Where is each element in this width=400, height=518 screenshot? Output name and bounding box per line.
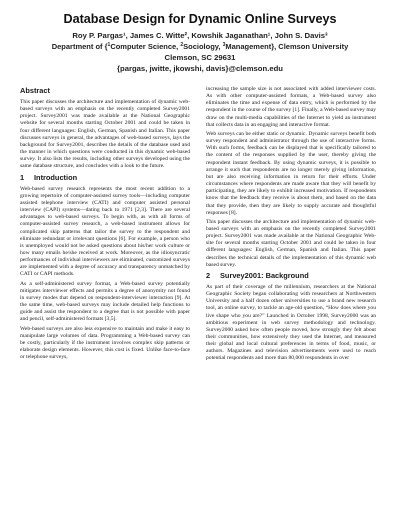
intro-paragraph-2: As a self-administered survey format, a Web-based survey potentially mitigates interviewer effects and permits a degree of anonymity not found in survey modes that depend on respondent-interviewer interaction [9]. At the same time, web-based surveys may include detailed help functions to guide and assist the respondent to a degree that is not possible with paper and pencil, self-administered formats [3,5]. xyxy=(20,280,190,323)
section-1-title: Introduction xyxy=(34,172,78,182)
section-1-number: 1 xyxy=(20,172,25,182)
affiliation-item-3: Management}, Clemson University xyxy=(225,42,349,51)
paper-header xyxy=(0,12,400,74)
left-column xyxy=(20,86,190,363)
affiliation-sup-3: 3 xyxy=(222,42,226,48)
author-list: Roy P. Pargas¹, James C. Witte², Kowshik Jaganathan¹, John S. Davis³ xyxy=(72,31,328,40)
affiliation-item-2: Sociology, xyxy=(183,42,223,51)
abstract-text: This paper discusses the architecture and implementation of dynamic web-based surveys with an emphasis on the recently completed Survey2001 project. Survey2001 was made available at the National Geographic website for several months starting October 2001 and could be taken in four different languages: English, German, Spanish and Italian. This paper discusses surveys in general, the advantages of web-based surveys, lays the background for Survey2001, describes the details of the database used and the manner in which questions were conducted in this dynamic web-based survey. It also lists the results, including other surveys developed using the same database structure, and concludes with a look to the future. xyxy=(20,99,190,170)
affiliation-line xyxy=(0,41,400,52)
affiliation-sup-2: 2 xyxy=(180,42,184,48)
intro-paragraph-1: Web-based survey research represents the most recent addition to a growing repertoire of computer-assisted survey tools—including computer assisted telephone interview (CATI) and computer assisted personal interview (CAPI) systems—dating back to 1971 [2,3]. There are several advantages to web-based surveys. To begin with, as with all forms of computer-assisted survey research, a web-based instrument allows for complicated skip patterns that tailor the survey to the respondent and eliminate redundant or irrelevant questions [6]. For example, a person who is unemployed would not be asked questions about his/her work culture or how many emails he/she received at work. Moreover, as the idiosyncratic performances of individual interviewers are eliminated, customized surveys are implemented with a degree of accuracy and transparency unmatched by CATI or CAPI methods. xyxy=(20,185,190,278)
location-line: Clemson, SC 29631 xyxy=(164,53,236,62)
intro-paragraph-3: Web-based surveys are also less expensive to maintain and make it easy to manipulate large volumes of data. Programming a Web-based survey can be costly, particularly if the instrument involves complex skip patterns or elaborate design elements. However, this cost is fixed. Unlike face-to-face or telephone surveys, xyxy=(20,325,190,361)
right-paragraph-1: increasing the sample size is not associated with added interviewer costs. As with other computer-assisted formats, a Web-based survey also eliminates the time and expense of data entry, which is performed by the respondent in the course of the survey [1]. Finally, a Web-based survey may draw on the multi-media capabilities of the Internet to yield an instrument that collects data in an engaging and interactive format. xyxy=(206,86,376,128)
affiliation-sup-1: 1 xyxy=(107,42,111,48)
email-line: {pargas, jwitte, jkowshi, davis}@clemson.edu xyxy=(117,64,283,73)
section-1-heading xyxy=(20,173,190,183)
section-2-heading xyxy=(206,271,376,281)
section-2-number: 2 xyxy=(206,270,211,280)
affiliation-item-1: Computer Science, xyxy=(110,42,181,51)
affiliation-prefix: Department of { xyxy=(51,42,108,51)
paper-title: Database Design for Dynamic Online Surveys xyxy=(63,12,337,26)
right-paragraph-2: Web surveys can be either static or dynamic. Dynamic surveys benefit both survey respondent and administrator through the use of interactive forms. With such forms, feedback can be displayed that is specifically tailored to the content of the responses supplied by the user, thereby giving the respondent instant feedback. By using dynamic surveys, it is possible to arrange it such that respondents are no longer merely giving information, but are also receiving information in return for their efforts. Under circumstances where respondents are made aware that they will benefit by participating, they are likely to exhibit increased motivation. If respondents know that the feedback they receive is about them, and based on the data that they provide, then they are likely to supply accurate and thoughtful responses [8]. xyxy=(206,130,376,216)
right-column xyxy=(206,86,376,365)
abstract-heading: Abstract xyxy=(20,86,50,95)
right-paragraph-3: This paper discusses the architecture and implementation of dynamic web-based surveys with an emphasis on the recently completed Survey2001 project. Survey2001 was made available at the National Geographic Web-site for several months starting October 2001 and could be taken in four different languages: English, German, Spanish and Italian. This paper describes the technical details of the implementation of this dynamic web based survey. xyxy=(206,218,376,268)
section-2-paragraph-1: As part of their coverage of the millennium, researchers at the National Geographic Society began collaborating with researchers at Northwestern University and a half dozen other universities to use a brand new research tool, an online survey, to tackle an age-old question, “How does where you live shape who you are?” Launched in October 1998, Survey2000 was an ambitious experiment in web survey methodology and technology. Survey2000 asked how often people moved, how strongly they felt about their communities, how extensively they used the Internet, and measured their global and local cultural preferences in terms of food, music, or authors. Magazines and television advertisements were used to reach potential respondents and more than 80,000 respondents in over xyxy=(206,283,376,362)
section-2-title: Survey2001: Background xyxy=(220,270,309,280)
